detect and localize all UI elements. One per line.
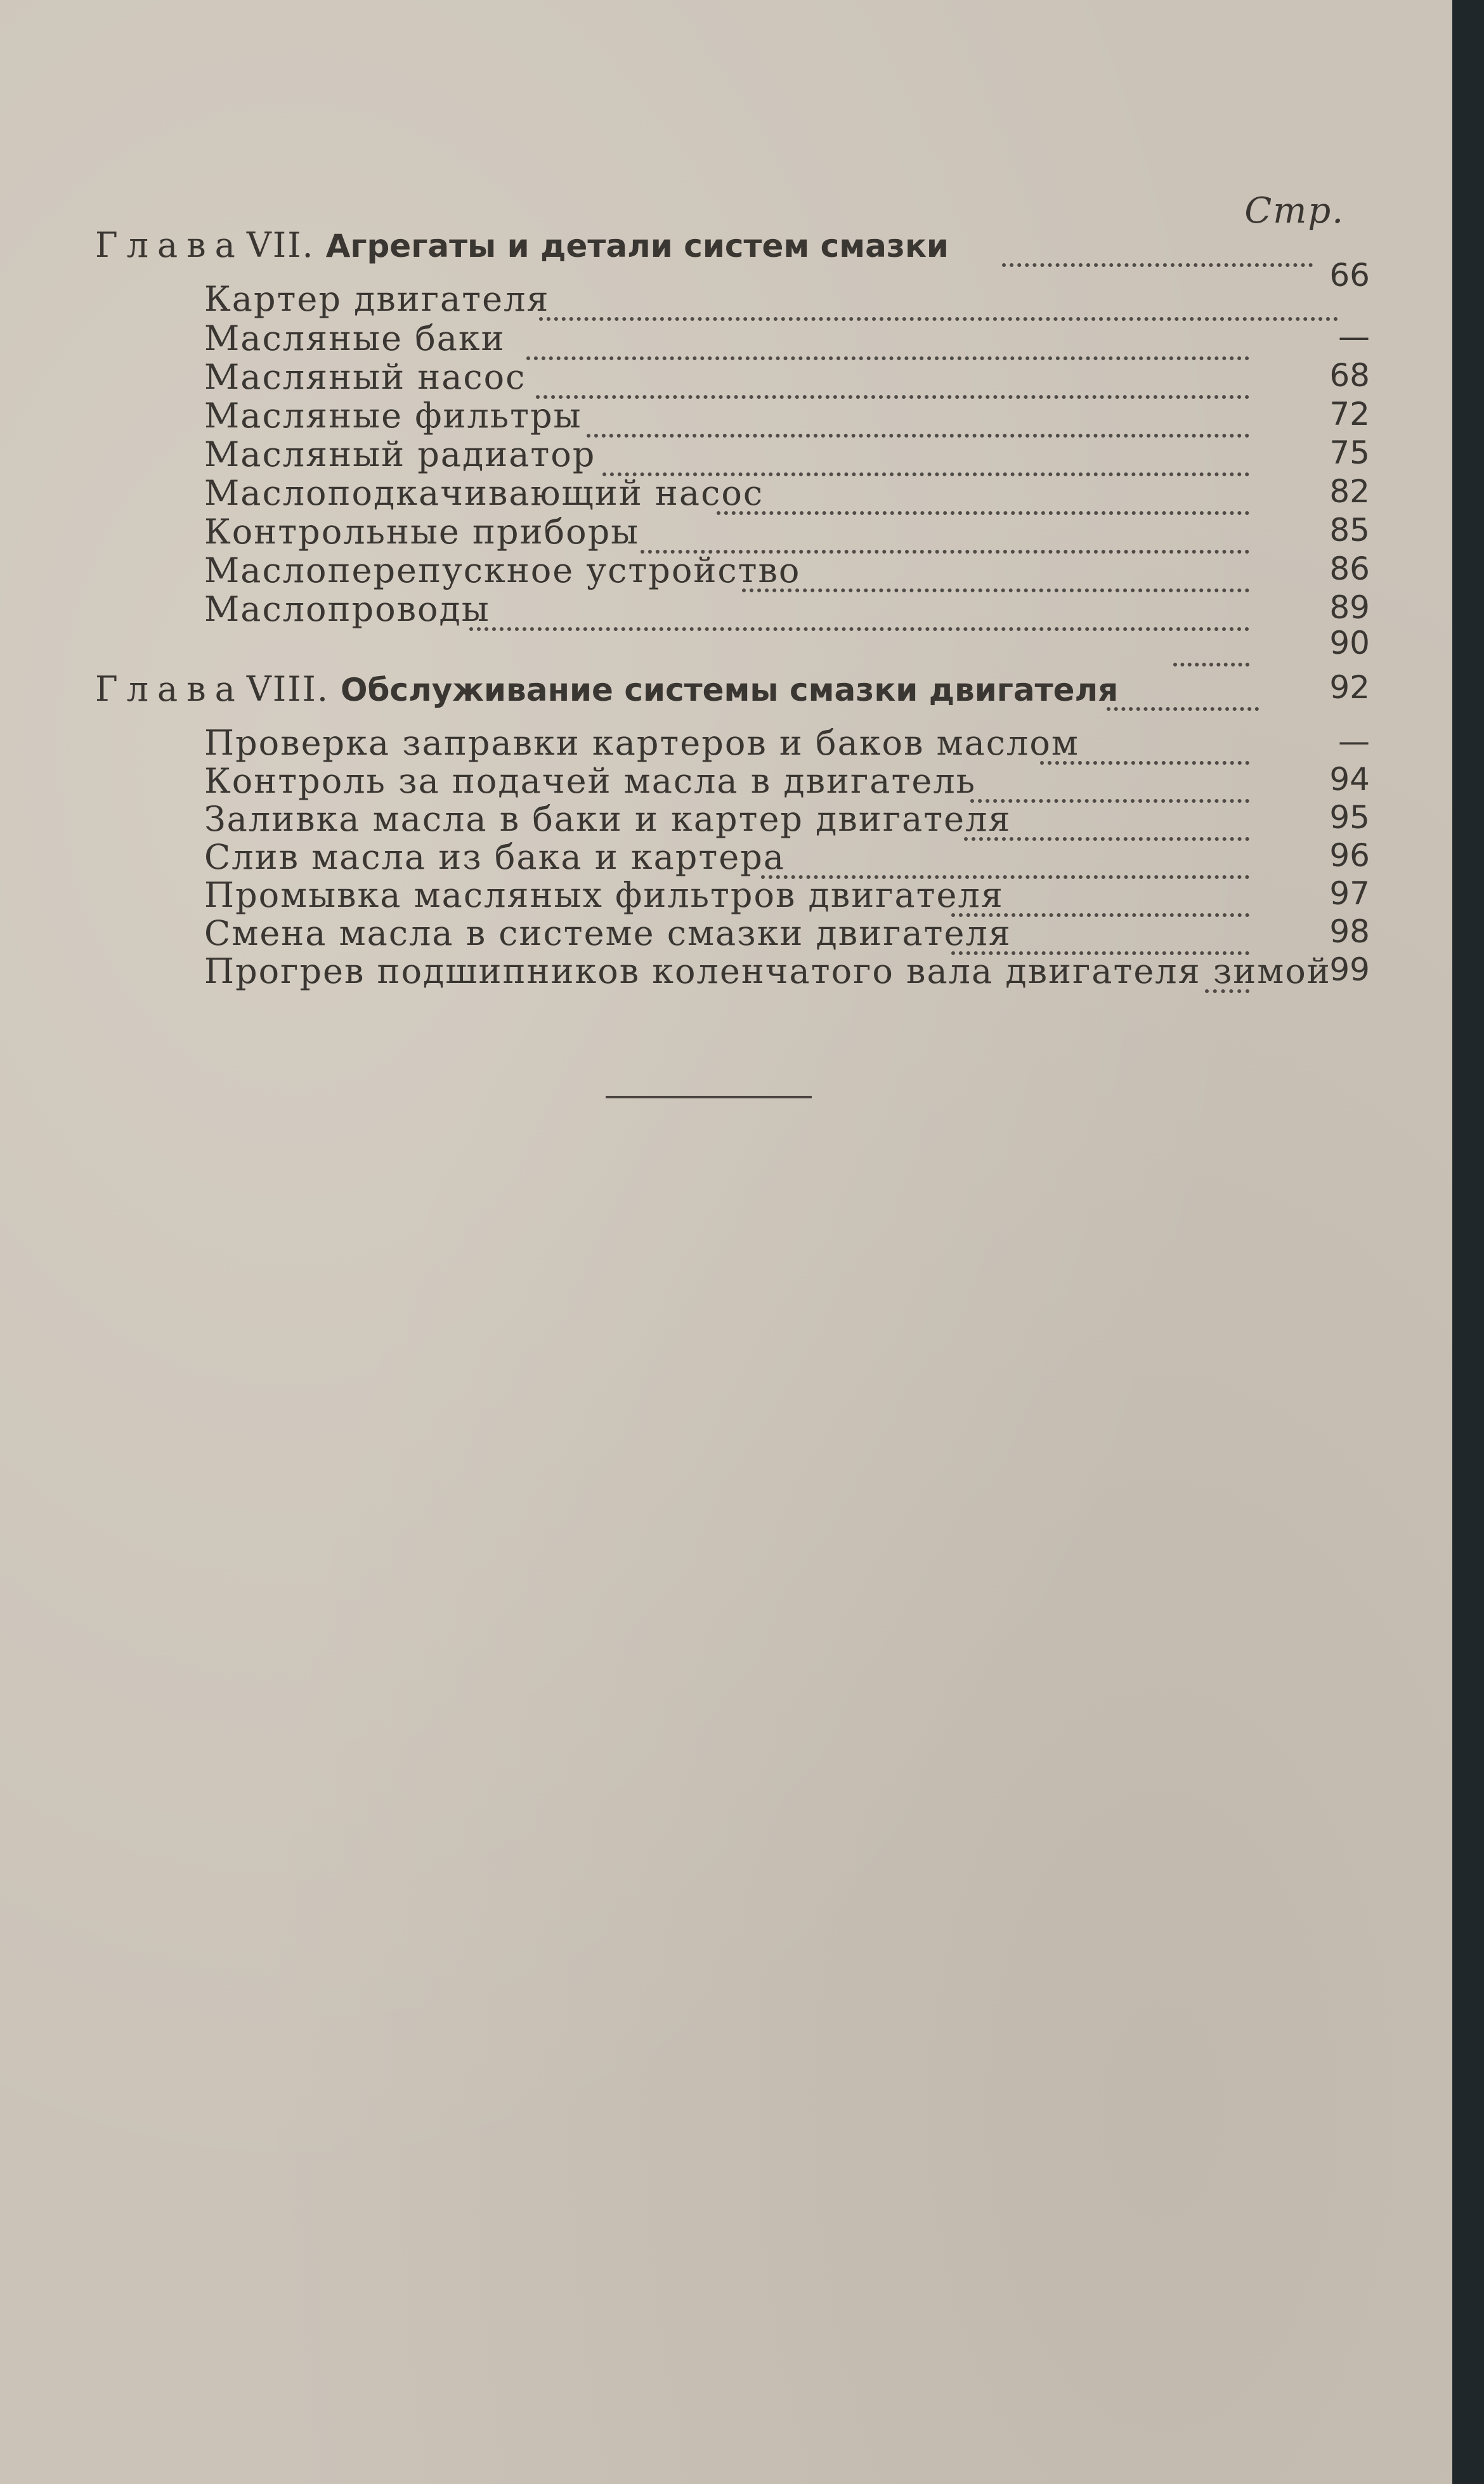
page-number: 96 bbox=[1329, 837, 1370, 874]
page-number: — bbox=[1338, 318, 1370, 355]
toc-entry bbox=[0, 799, 1452, 840]
entry-title: Картер двигателя bbox=[204, 279, 550, 319]
entry-title: Масляный радиатор bbox=[204, 434, 596, 474]
entry-title: Промывка масляных фильтров двигателя bbox=[204, 875, 1004, 915]
toc-entry bbox=[0, 357, 1452, 398]
entry-title: Масляные фильтры bbox=[204, 396, 582, 436]
page-number: 68 bbox=[1329, 357, 1370, 394]
dot-leader bbox=[951, 881, 1249, 917]
toc-entry bbox=[0, 913, 1452, 954]
dot-leader bbox=[587, 402, 1249, 438]
toc-entry bbox=[0, 512, 1452, 552]
toc-entry bbox=[0, 396, 1452, 436]
page-number: 95 bbox=[1329, 799, 1370, 836]
page-column-header: Стр. bbox=[1244, 190, 1344, 231]
dot-leader bbox=[742, 557, 1249, 592]
background-edge bbox=[1452, 0, 1484, 2484]
dot-leader bbox=[1205, 958, 1249, 993]
dot-leader bbox=[964, 805, 1249, 841]
page-number: 89 bbox=[1329, 589, 1370, 626]
dot-leader bbox=[641, 518, 1249, 554]
chapter-title: Агрегаты и детали систем смазки bbox=[325, 228, 949, 264]
page-number: 90 bbox=[1329, 625, 1370, 661]
dot-leader bbox=[1040, 729, 1249, 765]
toc-entry bbox=[0, 434, 1452, 475]
page-number: 75 bbox=[1329, 434, 1370, 471]
page-number: 92 bbox=[1329, 669, 1370, 706]
dot-leader bbox=[951, 920, 1249, 955]
toc-entry bbox=[0, 625, 1452, 665]
chapter-title: Обслуживание системы смазки двигателя bbox=[341, 672, 1119, 708]
entry-title: Масляный насос bbox=[204, 357, 526, 397]
dot-leader bbox=[761, 843, 1249, 879]
end-rule bbox=[606, 1096, 812, 1098]
entry-title: Смена масла в системе смазки двигателя bbox=[204, 913, 1012, 953]
toc-entry bbox=[0, 837, 1452, 878]
chapter-label: Глава bbox=[95, 225, 244, 265]
entry-title: Масляные баки bbox=[204, 318, 505, 358]
entry-title: Контроль за подачей масла в двигатель bbox=[204, 761, 977, 801]
chapter-number: VIII. bbox=[246, 669, 330, 709]
dot-leader bbox=[1173, 631, 1249, 667]
toc-entry bbox=[0, 550, 1452, 591]
toc-entry bbox=[0, 589, 1452, 630]
page-number: 97 bbox=[1329, 875, 1370, 912]
entry-title: Маслоперепускное устройство bbox=[204, 550, 801, 590]
page-number: 66 bbox=[1329, 257, 1370, 294]
page-number: 99 bbox=[1329, 951, 1370, 988]
page-number: — bbox=[1338, 723, 1370, 760]
entry-title: Прогрев подшипников коленчатого вала двигателя зимой bbox=[204, 951, 1331, 991]
entry-title: Проверка заправки картеров и баков маслом bbox=[204, 723, 1079, 763]
entry-title: Заливка масла в баки и картер двигателя bbox=[204, 799, 1012, 839]
chapter-label: Глава bbox=[95, 669, 244, 709]
page-number: 82 bbox=[1329, 473, 1370, 510]
page-number: 72 bbox=[1329, 396, 1370, 432]
entry-title: Маслопроводы bbox=[204, 589, 490, 629]
page-number: 94 bbox=[1329, 761, 1370, 798]
dot-leader bbox=[1107, 675, 1259, 711]
page-number: 98 bbox=[1329, 913, 1370, 950]
page-number: 86 bbox=[1329, 550, 1370, 587]
page-number: 85 bbox=[1329, 512, 1370, 549]
dot-leader bbox=[526, 325, 1249, 360]
entry-title: Слив масла из бака и картера bbox=[204, 837, 785, 877]
dot-leader bbox=[539, 285, 1338, 321]
toc-entry bbox=[0, 318, 1452, 359]
chapter-heading bbox=[0, 669, 1452, 710]
toc-entry bbox=[0, 875, 1452, 916]
dot-leader bbox=[970, 767, 1249, 803]
dot-leader bbox=[602, 441, 1249, 476]
dot-leader bbox=[717, 479, 1249, 515]
dot-leader bbox=[536, 363, 1249, 399]
toc-entry bbox=[0, 279, 1452, 320]
toc-entry bbox=[0, 473, 1452, 514]
toc-entry bbox=[0, 951, 1452, 992]
toc-entry bbox=[0, 723, 1452, 764]
toc-entry bbox=[0, 761, 1452, 802]
entry-title: Маслоподкачивающий насос bbox=[204, 473, 764, 513]
chapter-number: VII. bbox=[246, 225, 315, 265]
entry-title: Контрольные приборы bbox=[204, 512, 640, 552]
